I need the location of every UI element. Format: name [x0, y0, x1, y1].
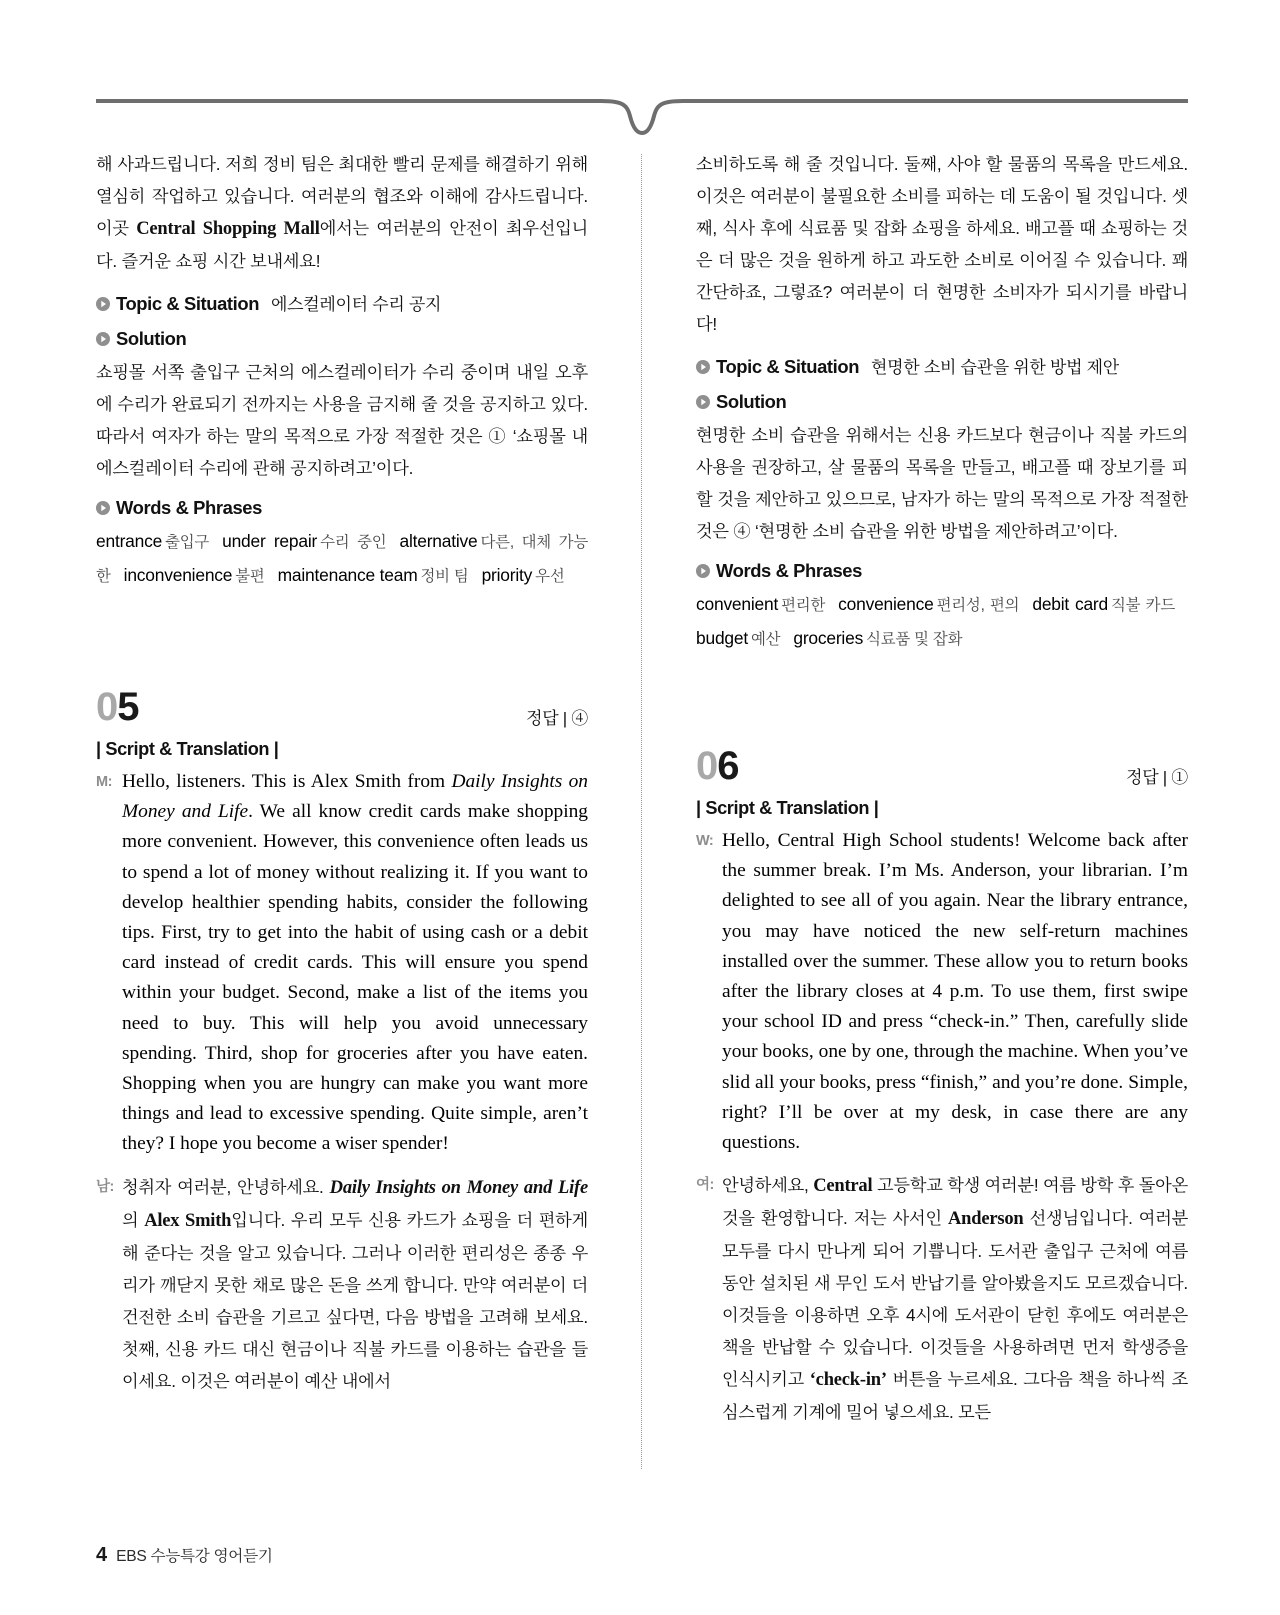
word-entry-term: maintenance team [277, 565, 418, 585]
question-06-number-digit: 6 [717, 744, 739, 788]
word-entry-term: priority [481, 565, 533, 585]
word-entry-gloss: 예산 [751, 631, 781, 648]
word-entry-gloss: 직불 카드 [1110, 597, 1175, 614]
question-05-speaker-ko: 남: [96, 1178, 114, 1195]
question-05-english-script-text: Hello, listeners. This is Alex Smith from Daily Insights on Money and Life. We all know credit cards make shopping more convenient. However, this convenience often leads us to spend a lot of money without realizing it. If you want to develop healthier spending habits, consider the following tips. First, try to get into the habit of using cash or a debit card instead of credit cards. This will ensure you spend within your budget. Second, make a list of the items you need to buy. This will help you avoid unnecessary spending. Third, shop for groceries after you have eaten. Shopping when you are hungry can make you want more things and lead to excessive spending. Quite simple, aren’t they? I hope you become a wiser spender! [122, 771, 589, 1155]
question-05-answer: 정답 | ④ [526, 709, 588, 728]
question-05-speaker-en: M: [96, 774, 112, 790]
play-triangle-icon [96, 501, 110, 515]
word-entry-gloss: 정비 팀 [420, 568, 469, 585]
word-entry-term: debit card [1032, 594, 1108, 614]
left-words-phrases-head [96, 497, 588, 519]
left-continued-script [96, 148, 588, 277]
question-05-korean-translation-text: 청취자 여러분, 안녕하세요. Daily Insights on Money and Life의 Alex Smith입니다. 우리 모두 신용 카드가 쇼핑을 더 편하게 해 준다는 것을 알고 있습니다. 그러나 이러한 편리성은 종종 우리가 깨닫지 못한 채로 많은 돈을 쓰게 합니다. 만약 여러분이 더 건전한 소비 습관을 기르고 싶다면, 다음 방법을 고려해 보세요. 첫째, 신용 카드 대신 현금이나 직불 카드를 이용하는 습관을 들이세요. 이것은 여러분이 예산 내에서 [122, 1176, 589, 1391]
question-block-05 [96, 685, 588, 1397]
word-entry-gloss: 식료품 및 잡화 [866, 631, 963, 648]
question-06-number-zero: 0 [696, 744, 718, 788]
word-entry-gloss: 다른, 대체 가능한 [96, 534, 588, 585]
left-topic-situation-label: Topic & Situation [116, 293, 260, 314]
left-topic-situation-head [96, 290, 588, 315]
left-solution-text: 쇼핑몰 서쪽 출입구 근처의 에스컬레이터가 수리 중이며 내일 오후에 수리가 완료되기 전까지는 사용을 금지해 줄 것을 공지하고 있다. 따라서 여자가 하는 말의 목적으로 가장 적절한 것은 ① ‘쇼핑몰 내 에스컬레이터 수리에 관해 공지하려고’이다. [96, 362, 588, 478]
header-rule-decoration [96, 96, 1188, 140]
question-06-speaker-ko: 여: [696, 1177, 714, 1194]
right-column [696, 148, 1188, 1478]
footer [96, 1544, 273, 1567]
left-words-phrases-label: Words & Phrases [116, 497, 262, 518]
right-words-phrases-list [696, 588, 1188, 656]
play-triangle-icon [96, 297, 110, 311]
footer-page-number: 4 [96, 1544, 108, 1566]
right-solution-label: Solution [716, 391, 787, 412]
word-entry-term: under repair [222, 531, 318, 551]
two-column-body [96, 148, 1188, 1478]
play-triangle-icon [96, 332, 110, 346]
question-05-head [96, 685, 588, 737]
word-entry-term: entrance [96, 531, 163, 551]
word-entry-term: inconvenience [123, 565, 233, 585]
word-entry-term: convenience [838, 594, 934, 614]
question-05-number-digit: 5 [117, 685, 139, 729]
word-entry-gloss: 편리성, 편의 [936, 597, 1020, 614]
left-words-phrases-list [96, 525, 588, 593]
left-solution-head [96, 328, 588, 350]
question-06-korean-translation [696, 1169, 1188, 1428]
word-entry-gloss: 수리 중인 [320, 534, 387, 551]
play-triangle-icon [696, 395, 710, 409]
right-continued-script: 소비하도록 해 줄 것입니다. 둘째, 사야 할 물품의 목록을 만드세요. 이것은 여러분이 불필요한 소비를 피하는 데 도움이 될 것입니다. 셋째, 식사 후에 식료품 및 잡화 쇼핑을 하세요. 배고플 때 쇼핑하는 것은 더 많은 것을 원하게 하고 과도한 소비로 이어질 수 있습니다. 꽤 간단하죠, 그렇죠? 여러분이 더 현명한 소비자가 되시기를 바랍니다! [696, 154, 1188, 334]
question-06-english-script-text: Hello, Central High School students! Welcome back after the summer break. I’m Ms. Anderson, your librarian. I’m delighted to see all of you again. Near the library entrance, you may have noticed the new self-return machines installed over the summer. These allow you to return books after the library closes at 4 p.m. To use them, first swipe your school ID and press “check-in.” Then, carefully slide your books, one by one, through the machine. When you’ve slid all your books, press “finish,” and you’re done. Simple, right? I’ll be over at my desk, in case there are any questions. [722, 830, 1188, 1154]
question-05-number [96, 685, 139, 729]
right-solution-head [696, 391, 1188, 413]
left-topic-situation-value: 에스컬레이터 수리 공지 [271, 295, 442, 314]
play-triangle-icon [696, 564, 710, 578]
question-06-korean-translation-text: 안녕하세요, Central 고등학교 학생 여러분! 여름 방학 후 돌아온 것을 환영합니다. 저는 사서인 Anderson 선생님입니다. 여러분 모두를 다시 만나게 되어 기쁩니다. 도서관 출입구 근처에 여름 동안 설치된 새 무인 도서 반납기를 알아봤을지도 모르겠습니다. 이것들을 이용하면 오후 4시에 도서관이 닫힌 후에도 여러분은 책을 반납할 수 있습니다. 이것들을 사용하려면 먼저 학생증을 인식시키고 ‘check-in’ 버튼을 누르세요. 그다음 책을 하나씩 조심스럽게 기계에 밀어 넣으세요. 모든 [722, 1175, 1189, 1423]
right-topic-situation-value: 현명한 소비 습관을 위한 방법 제안 [871, 358, 1119, 377]
question-05-korean-translation [96, 1171, 588, 1397]
left-continued-script-text: 해 사과드립니다. 저희 정비 팀은 최대한 빨리 문제를 해결하기 위해 열심히 작업하고 있습니다. 여러분의 협조와 이해에 감사드립니다. 이곳 Central Shopping Mall에서는 여러분의 안전이 최우선입니다. 즐거운 쇼핑 시간 보내세요! [96, 154, 589, 271]
question-block-06 [696, 744, 1188, 1428]
right-topic-situation-head [696, 353, 1188, 378]
question-06-head [696, 744, 1188, 796]
word-entry-term: convenient [696, 594, 779, 614]
word-entry-gloss: 불편 [235, 568, 265, 585]
left-column [96, 148, 588, 1478]
right-solution-text: 현명한 소비 습관을 위해서는 신용 카드보다 현금이나 직불 카드의 사용을 권장하고, 살 물품의 목록을 만들고, 배고플 때 장보기를 피할 것을 제안하고 있으므로, 남자가 하는 말의 목적으로 가장 적절한 것은 ④ ‘현명한 소비 습관을 위한 방법을 제안하려고’이다. [696, 425, 1188, 541]
question-06-speaker-en: W: [696, 833, 714, 849]
question-06-number [696, 744, 739, 788]
right-words-phrases-head [696, 560, 1188, 582]
column-divider [641, 154, 642, 1469]
play-triangle-icon [696, 360, 710, 374]
right-topic-situation-label: Topic & Situation [716, 356, 860, 377]
word-entry-term: alternative [399, 531, 478, 551]
question-06-answer: 정답 | ① [1126, 768, 1188, 787]
question-05-english-script [96, 767, 588, 1160]
word-entry-term: budget [696, 628, 748, 648]
word-entry-gloss: 편리한 [781, 597, 826, 614]
word-entry-gloss: 출입구 [165, 534, 210, 551]
left-solution-label: Solution [116, 328, 187, 349]
question-05-number-zero: 0 [96, 685, 118, 729]
question-05-script-translation-label: | Script & Translation | [96, 739, 279, 759]
word-entry-term: groceries [793, 628, 864, 648]
word-entry-gloss: 우선 [535, 568, 565, 585]
question-06-script-translation-label: | Script & Translation | [696, 798, 879, 818]
question-06-english-script [696, 826, 1188, 1158]
footer-book-title: EBS 수능특강 영어듣기 [116, 1548, 273, 1565]
right-words-phrases-label: Words & Phrases [716, 560, 862, 581]
